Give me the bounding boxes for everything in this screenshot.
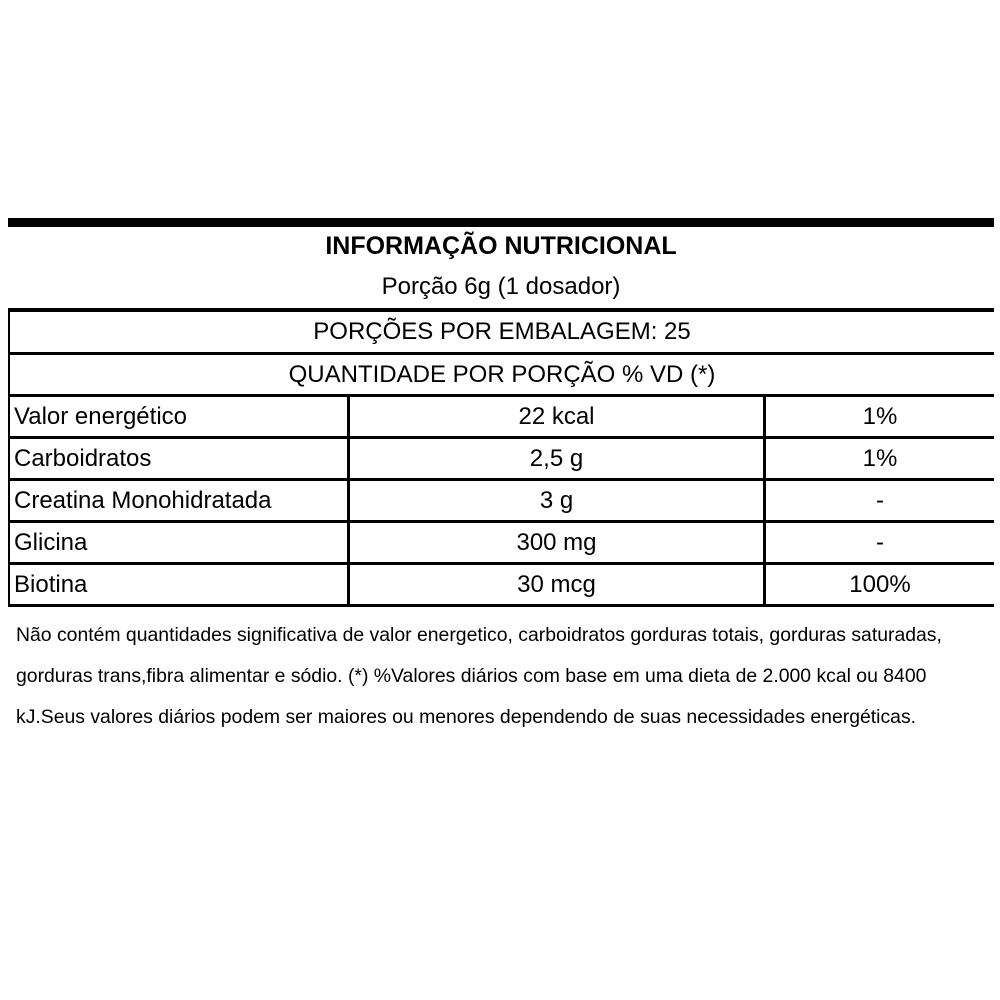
nutrient-row: [10, 397, 994, 436]
nutrient-amount: 3 g: [350, 481, 763, 520]
footnote: [8, 607, 994, 777]
nutrient-name: Creatina Monohidratada: [10, 481, 347, 520]
nutrient-daily-value: -: [766, 481, 994, 520]
nutrient-row: [10, 439, 994, 478]
footnote-text: Não contém quantidades significativa de valor energetico, carboidratos gorduras totais, gorduras saturadas, gorduras trans,fibra alimentar e sódio. (*) %Valores diários com base em uma dieta de 2.000 kcal ou 8400 kJ.Seus valores diários podem ser maiores ou menores dependendo de suas necessidades energéticas.: [16, 624, 942, 728]
servings-per-package: PORÇÕES POR EMBALAGEM: 25: [10, 312, 994, 352]
serving-size: Porção 6g (1 dosador): [8, 265, 994, 308]
nutrient-daily-value: 100%: [766, 565, 994, 604]
nutrient-row: [10, 523, 994, 562]
nutrient-name: Glicina: [10, 523, 347, 562]
nutrient-name: Valor energético: [10, 397, 347, 436]
nutrient-amount: 300 mg: [350, 523, 763, 562]
nutrient-daily-value: -: [766, 523, 994, 562]
nutrient-name: Carboidratos: [10, 439, 347, 478]
nutrient-row: [10, 481, 994, 520]
nutrient-row: [10, 565, 994, 604]
nutrient-amount: 2,5 g: [350, 439, 763, 478]
quantity-header: QUANTIDADE POR PORÇÃO % VD (*): [10, 355, 994, 394]
nutrient-amount: 22 kcal: [350, 397, 763, 436]
nutrient-daily-value: 1%: [766, 397, 994, 436]
nutrient-amount: 30 mcg: [350, 565, 763, 604]
nutrient-name: Biotina: [10, 565, 347, 604]
nutrient-daily-value: 1%: [766, 439, 994, 478]
label-title: INFORMAÇÃO NUTRICIONAL: [8, 227, 994, 265]
